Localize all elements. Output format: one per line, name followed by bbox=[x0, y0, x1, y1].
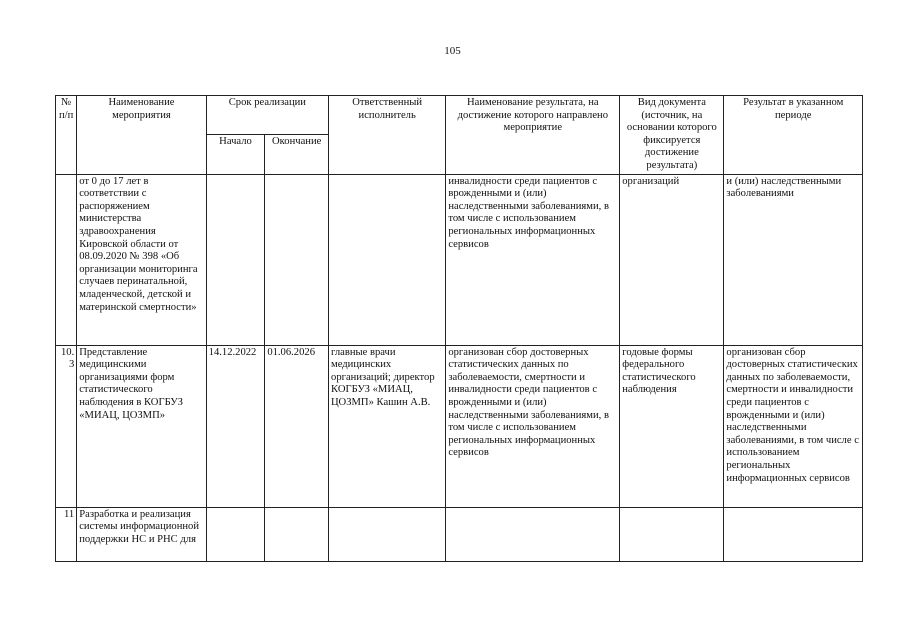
row-name: от 0 до 17 лет в соответствии с распоряжением министерства здравоохранения Кировской области от 08.09.2020 № 398 «Об организации мониторинга случаев перинатальной, младенческой, детской и материнской смертности» bbox=[77, 174, 206, 345]
row-responsible bbox=[329, 174, 446, 345]
header-responsible: Ответственный исполнитель bbox=[329, 96, 446, 175]
header-term: Срок реализации bbox=[206, 96, 328, 135]
header-row bbox=[56, 96, 863, 135]
table-row bbox=[56, 507, 863, 561]
row-result-name: организован сбор достоверных статистических данных по заболеваемости, смертности и инвалидности среди пациентов с врожденными и (или) наследственными заболеваниями, в том числе с использованием региональных информационных сервисов bbox=[446, 345, 620, 507]
table-row bbox=[56, 174, 863, 345]
row-doc-type: годовые формы федерального статистического наблюдения bbox=[620, 345, 724, 507]
row-num bbox=[56, 174, 77, 345]
row-doc-type: организаций bbox=[620, 174, 724, 345]
header-result-name: Наименование результата, на достижение которого направлено мероприятие bbox=[446, 96, 620, 175]
header-doc-type: Вид документа (источник, на основании которого фиксируется достижение результата) bbox=[620, 96, 724, 175]
row-responsible: главные врачи медицинских организаций; директор КОГБУЗ «МИАЦ, ЦОЗМП» Кашин А.В. bbox=[329, 345, 446, 507]
row-result-period: организован сбор достоверных статистических данных по заболеваемости, смертности и инвалидности среди пациентов с врожденными и (или) наследственными заболеваниями, в том числе с использованием региональных информационных сервисов bbox=[724, 345, 863, 507]
row-start bbox=[206, 507, 265, 561]
row-start: 14.12.2022 bbox=[206, 345, 265, 507]
activities-table bbox=[55, 95, 863, 562]
row-result-name bbox=[446, 507, 620, 561]
row-name: Разработка и реализация системы информационной поддержки НС и РНС для bbox=[77, 507, 206, 561]
row-result-period: и (или) наследственными заболеваниями bbox=[724, 174, 863, 345]
row-num: 10.3 bbox=[56, 345, 77, 507]
header-name: Наименование мероприятия bbox=[77, 96, 206, 175]
row-name: Представление медицинскими организациями форм статистического наблюдения в КОГБУЗ «МИАЦ, ЦОЗМП» bbox=[77, 345, 206, 507]
page-number: 105 bbox=[444, 45, 461, 57]
header-start: Начало bbox=[206, 135, 265, 174]
row-end bbox=[265, 507, 329, 561]
header-result-period: Результат в указанном периоде bbox=[724, 96, 863, 175]
row-doc-type bbox=[620, 507, 724, 561]
row-result-period bbox=[724, 507, 863, 561]
row-start bbox=[206, 174, 265, 345]
table-row bbox=[56, 345, 863, 507]
row-responsible bbox=[329, 507, 446, 561]
row-end: 01.06.2026 bbox=[265, 345, 329, 507]
row-num: 11 bbox=[56, 507, 77, 561]
row-end bbox=[265, 174, 329, 345]
header-num: № п/п bbox=[56, 96, 77, 175]
row-result-name: инвалидности среди пациентов с врожденными и (или) наследственными заболеваниями, в том числе с использованием региональных информационных сервисов bbox=[446, 174, 620, 345]
header-end: Окончание bbox=[265, 135, 329, 174]
